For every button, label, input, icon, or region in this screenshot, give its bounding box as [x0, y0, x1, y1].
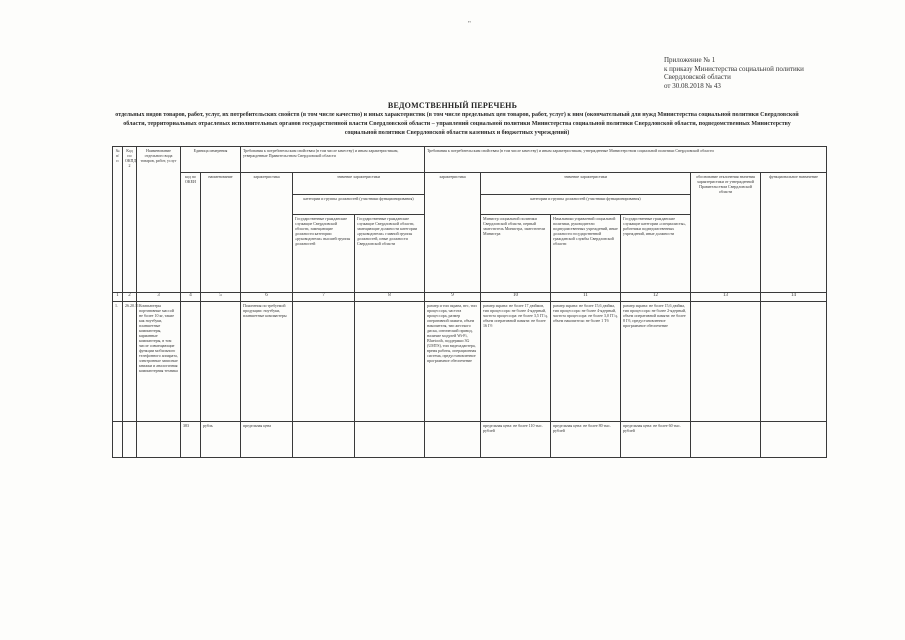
table-header-row	[113, 173, 827, 195]
cell-empty	[761, 422, 827, 458]
cell-characteristic: предельная цена	[241, 422, 293, 458]
header-cell: Единица измерения	[181, 147, 241, 173]
header-cell: характеристика	[425, 173, 481, 293]
header-cell: функциональное назначение	[761, 173, 827, 293]
column-number: 8	[355, 293, 425, 302]
cell-empty	[691, 302, 761, 422]
cell-empty	[123, 422, 137, 458]
group-cell: Государственные гражданские служащие Свердловской области, замещающие должности категории «руководители» высшей группы должностей	[293, 215, 355, 293]
cell-unit-name: рубль	[201, 422, 241, 458]
cell-empty	[181, 302, 201, 422]
cell-empty	[355, 422, 425, 458]
cell-empty	[293, 422, 355, 458]
column-number: 4	[181, 293, 201, 302]
cell-value: предельная цена: не более 60 тыс. рублей	[621, 422, 691, 458]
document-title: ВЕДОМСТВЕННЫЙ ПЕРЕЧЕНЬ	[387, 101, 518, 110]
cell-empty	[425, 422, 481, 458]
column-number: 10	[481, 293, 551, 302]
column-number: 7	[293, 293, 355, 302]
column-number: 9	[425, 293, 481, 302]
header-cell: характеристика	[241, 173, 293, 293]
header-cell: Требования к потребительским свойствам (в том числе качеству) и иным характеристикам, утвержденные Правительством Свердловской области	[241, 147, 425, 173]
column-number: 14	[761, 293, 827, 302]
cell-empty	[201, 302, 241, 422]
column-number: 6	[241, 293, 293, 302]
header-cell: наименование	[201, 173, 241, 293]
appendix-line: от 30.08.2018 № 43	[664, 81, 721, 90]
table-row	[113, 302, 827, 422]
header-cell: код по ОКЕИ	[181, 173, 201, 293]
column-number: 2	[123, 293, 137, 302]
column-number: 3	[137, 293, 181, 302]
column-number: 11	[551, 293, 621, 302]
appendix-line: Приложение № 1	[664, 56, 716, 64]
group-cell: Начальники управлений социальной политики, руководители подведомственных учреждений, иные должности государственной гражданской службы Свердловской области	[551, 215, 621, 293]
cell-unit-code: 383	[181, 422, 201, 458]
register-table	[112, 146, 827, 458]
page-mark: "	[468, 20, 471, 28]
group-cell: Государственные гражданские служащие Свердловской области, замещающие должности категории «руководители» главной группы должностей, иные должности Свердловской области	[355, 215, 425, 293]
cell-value: предельная цена: не более 110 тыс. рублей	[481, 422, 551, 458]
group-cell: Государственные гражданские служащие категории «специалисты», работники подведомственных учреждений, иные должности	[621, 215, 691, 293]
cell-characteristic: Пояснения по требуемой продукции: ноутбуки, планшетные компьютеры	[241, 302, 293, 422]
appendix-line: к приказу Министерства социальной политики	[664, 64, 804, 73]
cell-empty	[761, 302, 827, 422]
cell-code: 26.20.11	[123, 302, 137, 422]
cell-number: 1.	[113, 302, 123, 422]
header-cell: обоснование отклонения значения характеристики от утвержденной Правительством Свердловской области	[691, 173, 761, 293]
table-header-row	[113, 147, 827, 173]
cell-empty	[293, 302, 355, 422]
header-cell: категории и группы должностей (участники функционирования)	[293, 195, 425, 215]
appendix-block	[664, 56, 884, 90]
header-cell: категории и группы должностей (участники функционирования)	[481, 195, 691, 215]
cell-empty	[113, 422, 123, 458]
cell-empty	[137, 422, 181, 458]
header-cell: Наименование отдельного вида товаров, работ, услуг	[137, 147, 181, 293]
group-cell: Министр социальной политики Свердловской области, первый заместитель Министра, заместители Министра	[481, 215, 551, 293]
cell-value: предельная цена: не более 80 тыс. рублей	[551, 422, 621, 458]
column-number: 13	[691, 293, 761, 302]
cell-value: размер экрана: не более 17 дюймов, тип процессора: не более 4-ядерный, частота процессора: не более 3,5 ГГц, объем оперативной памяти: не более 16 Гб	[481, 302, 551, 422]
cell-dept-characteristic: размер и тип экрана, вес, тип процессора, частота процессора, размер оперативной памяти, объем накопителя, тип жесткого диска, оптический привод, наличие модулей Wi-Fi, Bluetooth, поддержки 3G (UMTS), тип видеоадаптера, время работы, операционная система, предустановленное программное обеспечение	[425, 302, 481, 422]
cell-value: размер экрана: не более 15,6 дюйма, тип процессора: не более 4-ядерный, частота процессора: не более 3,0 ГГц, объем накопителя: не более 1 Тб	[551, 302, 621, 422]
cell-empty	[691, 422, 761, 458]
header-cell: Требования к потребительским свойствам (в том числе качеству) и иным характеристикам, утвержденные Министерством социальной политики Свердловской области	[425, 147, 827, 173]
cell-value: размер экрана: не более 15,6 дюйма, тип процессора: не более 2-ядерный, объем оперативной памяти: не более 8 Гб, предустановленное программное обеспечение	[621, 302, 691, 422]
header-cell: Код по ОКПД 2	[123, 147, 137, 293]
document-subtitle: отдельных видов товаров, работ, услуг, их потребительских свойств (в том числе качество) и иных характеристик (в том числе предельных цен товаров, работ, услуг) к ним (окончательный для нужд Министерства социальной политики Свердловской области, территориальных отраслевых исполнительных органов государственной власти Свердловской области – управлений социальной политики Министерства социальной политики Свердловской области, подведомственных Министерству социальной политики Свердловской области казенных и бюджетных учреждений)	[115, 112, 799, 136]
header-cell: № п/п	[113, 147, 123, 293]
appendix-line: Свердловской области	[664, 73, 731, 81]
header-cell: значение характеристики	[293, 173, 425, 195]
column-number-row	[113, 293, 827, 302]
column-number: 5	[201, 293, 241, 302]
table-row	[113, 422, 827, 458]
column-number: 1	[113, 293, 123, 302]
cell-product-name: Компьютеры портативные массой не более 10 кг, такие как ноутбуки, планшетные компьютеры, карманные компьютеры, в том числе совмещающие функции мобильного телефонного аппарата, электронные записные книжки и аналогичная компьютерная техника	[137, 302, 181, 422]
column-number: 12	[621, 293, 691, 302]
header-cell: значение характеристики	[481, 173, 691, 195]
cell-empty	[355, 302, 425, 422]
